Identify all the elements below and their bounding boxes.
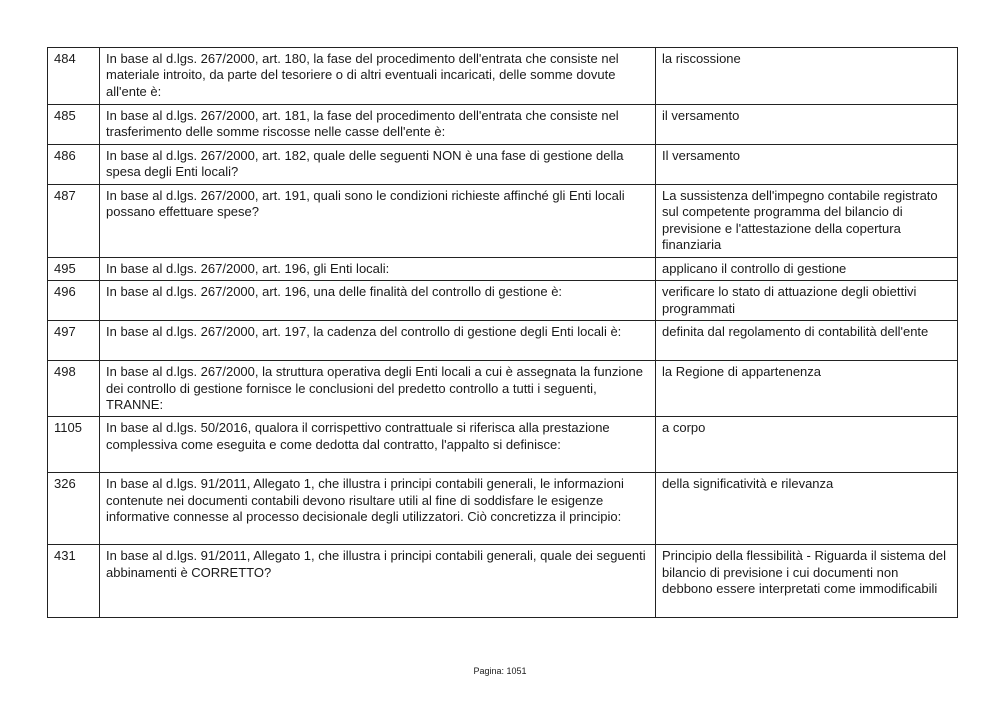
page-number: Pagina: 1051	[473, 666, 527, 676]
answer-text: la riscossione	[656, 48, 958, 105]
question-number: 1105	[48, 417, 100, 473]
answer-text: della significatività e rilevanza	[656, 473, 958, 545]
answer-text: definita dal regolamento di contabilità dell'ente	[656, 321, 958, 361]
answer-text: Il versamento	[656, 145, 958, 185]
table-row	[48, 361, 958, 417]
question-number: 496	[48, 281, 100, 321]
question-number: 431	[48, 545, 100, 618]
question-text: In base al d.lgs. 267/2000, art. 191, quali sono le condizioni richieste affinché gli Enti locali possano effettuare spese?	[100, 184, 656, 257]
question-number: 326	[48, 473, 100, 545]
answer-text: applicano il controllo di gestione	[656, 257, 958, 280]
question-text: In base al d.lgs. 91/2011, Allegato 1, che illustra i principi contabili generali, quale dei seguenti abbinamenti è CORRETTO?	[100, 545, 656, 618]
question-text: In base al d.lgs. 267/2000, art. 180, la fase del procedimento dell'entrata che consiste nel materiale introito, da parte del tesoriere o di altri eventuali incaricati, delle somme dovute all'ente è:	[100, 48, 656, 105]
table-row	[48, 473, 958, 545]
question-table	[47, 47, 958, 618]
answer-text: il versamento	[656, 105, 958, 145]
answer-text: La sussistenza dell'impegno contabile registrato sul competente programma del bilancio di previsione e l'attestazione della copertura finanziaria	[656, 184, 958, 257]
table-row	[48, 184, 958, 257]
answer-text: a corpo	[656, 417, 958, 473]
question-number: 495	[48, 257, 100, 280]
question-text: In base al d.lgs. 91/2011, Allegato 1, che illustra i principi contabili generali, le informazioni contenute nei documenti contabili devono risultare utili al fine di soddisfare le esigenze informative connesse al processo decisionale degli utilizzatori. Ciò concretizza il principio:	[100, 473, 656, 545]
question-number: 485	[48, 105, 100, 145]
table-row	[48, 417, 958, 473]
answer-text: la Regione di appartenenza	[656, 361, 958, 417]
question-number: 484	[48, 48, 100, 105]
question-text: In base al d.lgs. 267/2000, art. 196, gli Enti locali:	[100, 257, 656, 280]
table-row	[48, 545, 958, 618]
table-row	[48, 48, 958, 105]
question-number: 497	[48, 321, 100, 361]
question-number: 487	[48, 184, 100, 257]
question-number: 498	[48, 361, 100, 417]
table-row	[48, 257, 958, 280]
table-row	[48, 281, 958, 321]
answer-text: Principio della flessibilità - Riguarda il sistema del bilancio di previsione i cui documenti non debbono essere interpretati come immodificabili	[656, 545, 958, 618]
question-text: In base al d.lgs. 267/2000, art. 181, la fase del procedimento dell'entrata che consiste nel trasferimento delle somme riscosse nelle casse dell'ente è:	[100, 105, 656, 145]
question-text: In base al d.lgs. 267/2000, art. 182, quale delle seguenti NON è una fase di gestione della spesa degli Enti locali?	[100, 145, 656, 185]
question-text: In base al d.lgs. 267/2000, la struttura operativa degli Enti locali a cui è assegnata la funzione dei controllo di gestione fornisce le conclusioni del predetto controllo a tutti i seguenti, TRANNE:	[100, 361, 656, 417]
question-number: 486	[48, 145, 100, 185]
table-row	[48, 105, 958, 145]
question-text: In base al d.lgs. 267/2000, art. 197, la cadenza del controllo di gestione degli Enti locali è:	[100, 321, 656, 361]
answer-text: verificare lo stato di attuazione degli obiettivi programmati	[656, 281, 958, 321]
table-row	[48, 145, 958, 185]
question-text: In base al d.lgs. 267/2000, art. 196, una delle finalità del controllo di gestione è:	[100, 281, 656, 321]
table-row	[48, 321, 958, 361]
question-text: In base al d.lgs. 50/2016, qualora il corrispettivo contrattuale si riferisca alla prestazione complessiva come eseguita e come dedotta dal contratto, l'appalto si definisce:	[100, 417, 656, 473]
